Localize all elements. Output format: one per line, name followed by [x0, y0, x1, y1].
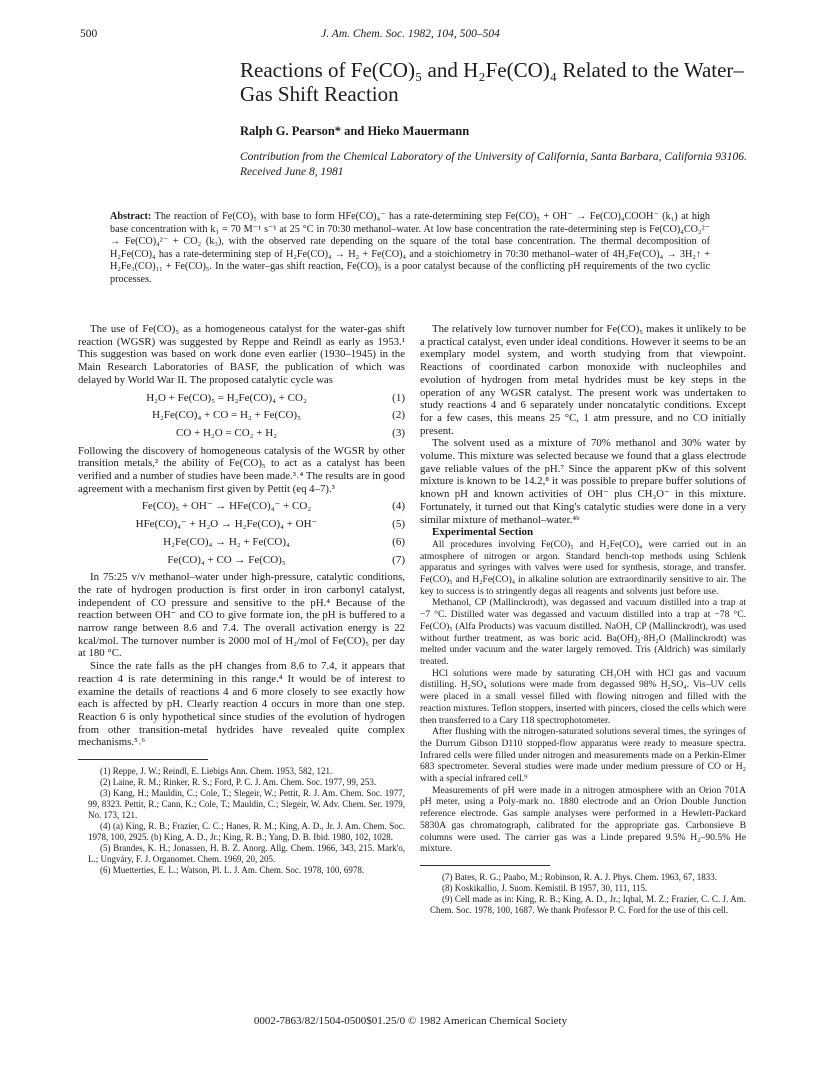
footnote: (8) Koskikallio, J. Suom. Kemistil. B 1957, 30, 111, 115. [442, 882, 648, 893]
equation-text: Fe(CO)₅ + OH⁻ → HFe(CO)₄⁻ + CO₂ [141, 500, 312, 513]
footer: 0002-7863/82/1504-0500$01.25/0 © 1982 American Chemical Society [253, 1015, 568, 1027]
paragraph: The use of Fe(CO)₅ as a homogeneous catalyst for the water-gas shift reaction (WGSR) was suggested by Reppe and Reindl as early as 1953.¹ This suggestion was based on work done even earlier (1930–1945) in the Main Research Laboratories of BASF, the publication of which was delayed by World War II. The proposed catalytic cycle was [78, 323, 405, 386]
equation-number: (1) [392, 391, 405, 404]
abstract [110, 211, 710, 287]
equation-text: H₂Fe(CO)₄ → H₂ + Fe(CO)₄ [163, 535, 290, 548]
running-head: J. Am. Chem. Soc. 1982, 104, 500–504 [321, 28, 500, 40]
footnote: (5) Brandes, K. H.; Jonassen, H. B. Z. Anorg. Allg. Chem. 1966, 343, 215. Mark'o, L.; Ungváry, F. J. Organomet. Chem. 1969, 20, 205. [88, 843, 405, 865]
authors: Ralph G. Pearson* and Hieko Mauermann [240, 124, 470, 138]
equation [78, 536, 405, 549]
equation-number: (4) [392, 500, 405, 513]
page-number: 500 [80, 28, 98, 40]
paragraph: Methanol, CP (Mallinckrodt), was degassed and vacuum distilled into a trap at −7 °C. Distilled water was degassed and vacuum distilled into a trap at −78 °C. Fe(CO)₅ (Alfa Products) was vacuum distilled. NaOH, CP (Mallinckrodt), was used without further treatment, as was boric acid. Ba(OH)₂·8H₂O (Mallinckrodt) was melted under vacuum and the water largely removed. Tris (Aldrich) was similarly treated. [420, 597, 746, 667]
equation [78, 518, 405, 531]
paragraph: In 75:25 v/v methanol–water under high-pressure, catalytic conditions, the rate of hydrogen production is first order in iron carbonyl catalyst, independent of CO pressure and sensitive to the pH.⁴ Because of the reaction between OH⁻ and CO to give formate ion, the pH is buffered to a narrow range between 8.6 and 7.4. The overall activation energy is 22 kcal/mol. The turnover number is 2000 mol of H₂/mol of Fe(CO)₅ per day at 180 °C. [78, 571, 405, 660]
equation [78, 392, 405, 405]
abstract-text: The reaction of Fe(CO)₅ with base to form HFe(CO)₄⁻ has a rate-determining step Fe(CO)₅ + OH⁻ → Fe(CO)₄COOH⁻ (k₁) at high base concentration with k₁ = 70 M⁻¹ s⁻¹ at 25 °C in 70:30 methanol–water. At low base concentration the rate-determining step is Fe(CO)₄CO₂²⁻ → Fe(CO)₄²⁻ + CO₂ (k₃), with the observed rate depending on the square of the total base concentration. The thermal decomposition of H₂Fe(CO)₄ has a rate-determining step of H₂Fe(CO)₄ → H₂ + Fe(CO)₄ and a stoichiometry in 70:30 methanol–water of 4H₂Fe(CO)₄ → 3H₂↑ + H₂Fe₃(CO)₁₁ + Fe(CO)₅. In the water–gas shift reaction, Fe(CO)₅ is a poor catalyst because of the conflicting pH requirements of the two cyclic processes. [110, 211, 710, 285]
equation [78, 500, 405, 513]
equation-number: (7) [392, 553, 405, 566]
footnote: (1) Reppe, J. W.; Reindl, E. Liebigs Ann. Chem. 1953, 582, 121. [100, 766, 333, 777]
equation-number: (3) [392, 426, 405, 439]
paragraph: The solvent used as a mixture of 70% methanol and 30% water by volume. This mixture was selected because we found that a glass electrode gave reliable values of the pH.⁷ Since the apparent pKw of this solvent mixture is known to be 14.2,⁸ it was possible to prepare buffer solutions of known pH and known activities of OH⁻ plus CH₃O⁻ in this mixture. Fortunately, it turned out that King's catalytic studies were done in a very similar mixture of methanol–water.⁴ᵇ [420, 437, 746, 526]
equation [78, 409, 405, 422]
paragraph: Measurements of pH were made in a nitrogen atmosphere with an Orion 701A pH meter, using a Poly-mark no. 1880 electrode and an Orion Double Junction reference electrode. Gas sample analyses were performed in a Hewlett-Packard 5830A gas chromatograph, calibrated for the appropriate gas. Carbonsieve B columns were used. The carrier gas was a Linde prepared 9.5% H₂–90.5% He mixture. [420, 784, 746, 855]
paragraph: Following the discovery of homogeneous catalysis of the WGSR by other transition metals,² the ability of Fe(CO)₅ to act as a catalyst has been verified and a number of studies have been made.³˒⁴ The results are in good agreement with a mechanism first given by Pettit (eq 4–7).³ [78, 444, 405, 495]
affiliation: Contribution from the Chemical Laboratory of the University of California, Santa Barbara, California 93106. Received June 8, 1981 [240, 151, 747, 178]
equation-text: H₂O + Fe(CO)₅ = H₂Fe(CO)₄ + CO₂ [146, 391, 307, 404]
paragraph: The relatively low turnover number for Fe(CO)₅ makes it unlikely to be a practical catalyst, even under ideal conditions. However it seems to be an exemplary model system, and worth studying from that viewpoint. Reactions of coordinated carbon monoxide with nucleophiles and evolution of hydrogen from metal hydrides must be key steps in the operation of any WGSR catalyst. The present work was undertaken to study reactions 4 and 6 separately under noncatalytic conditions. Except for a few cases, this means 25 °C, 1 atm pressure, and no CO initially present. [420, 323, 746, 437]
footnote-rule [420, 865, 550, 866]
paragraph: HCl solutions were made by saturating CH₃OH with HCl gas and vacuum distilling. H₂SO₄ solutions were made from degassed 98% H₂SO₄. Vis–UV cells were placed in a small vessel filled with flowing nitrogen and filled with the reaction mixtures. Teflon stoppers, inserted with pincers, closed the cells which were then transferred to a Cary 118 spectrophotometer. [420, 667, 746, 726]
left-column [78, 323, 405, 876]
paragraph: Since the rate falls as the pH changes from 8.6 to 7.4, it appears that reaction 4 is rate determining in this range.⁴ It would be of interest to examine the details of reactions 4 and 6 more closely to see exactly how each is affected by pH. Clearly reaction 4 occurs in more than one step. Reaction 6 is only hypothetical since studies of the evolution of hydrogen from other transition-metal hydrides have revealed quite complex mechanisms.⁵˒⁶ [78, 660, 405, 749]
article-title: Reactions of Fe(CO)₅ and H₂Fe(CO)₄ Related to the Water–Gas Shift Reaction [240, 58, 744, 106]
footnote-rule [78, 759, 208, 760]
equation [78, 554, 405, 567]
abstract-label: Abstract: [110, 211, 152, 222]
equation-number: (5) [392, 518, 405, 531]
equation-number: (2) [392, 409, 405, 422]
footnote: (6) Muetterties, E. L.; Watson, Pl. L. J. Am. Chem. Soc. 1978, 100, 6978. [100, 865, 365, 876]
paragraph: After flushing with the nitrogen-saturated solutions several times, the syringes of the Durrum Gibson D110 stopped-flow apparatus were ready to measure spectra. Infrared cells were filled under nitrogen and measurements made on a Perkin-Elmer 683 spectrometer. Several studies were made under medium pressure of CO or H₂ with a special infrared cell.⁹ [420, 726, 746, 785]
footnote: (7) Bates, R. G.; Paabo, M.; Robinson, R. A. J. Phys. Chem. 1963, 67, 1833. [442, 871, 718, 882]
equation-number: (6) [392, 535, 405, 548]
equation-text: HFe(CO)₄⁻ + H₂O → H₂Fe(CO)₄ + OH⁻ [135, 518, 318, 531]
footnote: (2) Laine, R. M.; Rinker, R. S.; Ford, P. C. J. Am. Chem. Soc. 1977, 99, 253. [100, 777, 377, 788]
right-column [420, 323, 746, 916]
paragraph: All procedures involving Fe(CO)₅ and H₂Fe(CO)₄ were carried out in an atmosphere of nitrogen or argon. Standard bench-top methods using Schlenk apparatus and syringes with valves were used for synthesis, storage, and transfer. Fe(CO)₅ and H₂Fe(CO)₄ in alkaline solution are extraordinarily sensitive to air. The key to success is to stringently degas all reagents and solvents just before use. [420, 538, 746, 597]
equation-text: Fe(CO)₄ + CO → Fe(CO)₅ [167, 553, 286, 566]
equation-text: CO + H₂O = CO₂ + H₂ [175, 426, 277, 439]
footnote: (3) Kang, H.; Mauldin, C.; Cole, T.; Slegeir, W.; Pettit, R. J. Am. Chem. Soc. 1977, 99, 8323. Pettit, R.; Cann, K.; Cole, T.; Mauldin, C.; Slegeir, W. Adv. Chem. Ser. 1979, No. 173, 121. [88, 788, 405, 821]
equation [78, 427, 405, 440]
equation-text: H₂Fe(CO)₄ + CO = H₂ + Fe(CO)₅ [152, 409, 301, 422]
footnote: (9) Cell made as in: King, R. B.; King, A. D., Jr.; Iqbal, M. Z.; Frazier, C. C. J. Am. Chem. Soc. 1978, 100, 1687. We thank Professor P. C. Ford for the use of this cell. [430, 893, 746, 915]
section-heading: Experimental Section [432, 526, 534, 539]
footnote: (4) (a) King, R. B.; Frazier, C. C.; Hanes, R. M.; King, A. D., Jr. J. Am. Chem. Soc. 1978, 100, 2925. (b) King, A. D., Jr.; King, R. B.; Yang, D. B. Ibid. 1980, 102, 1028. [88, 821, 405, 843]
